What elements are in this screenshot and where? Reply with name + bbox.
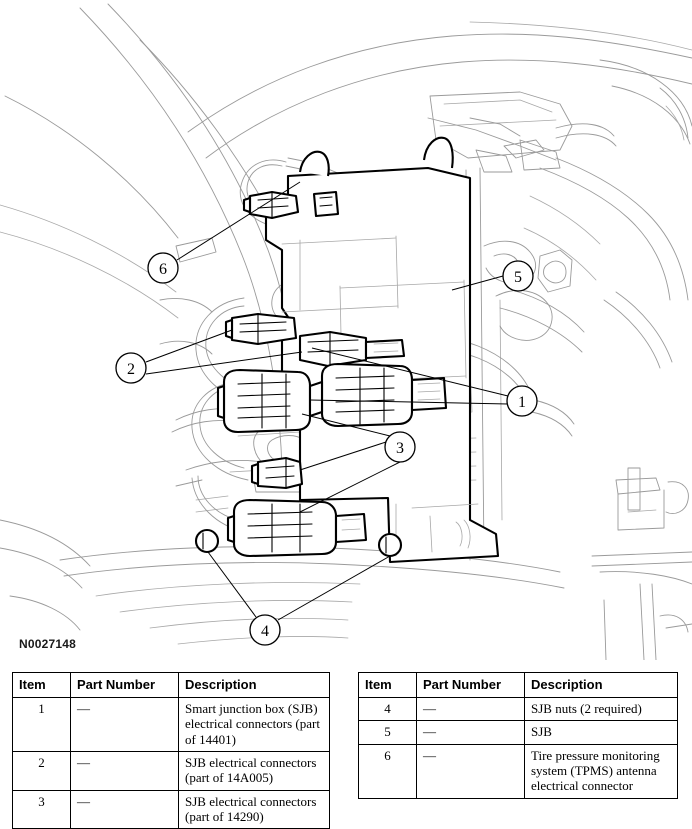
column-header-item: Item xyxy=(359,673,417,698)
callout-6 xyxy=(148,253,178,283)
cell-item: 4 xyxy=(359,698,417,721)
column-header-description: Description xyxy=(179,673,330,698)
column-header-item: Item xyxy=(13,673,71,698)
cell-item: 2 xyxy=(13,751,71,790)
table-row xyxy=(13,790,330,829)
cell-description: SJB xyxy=(525,721,678,744)
cell-item: 5 xyxy=(359,721,417,744)
cell-part-number: — xyxy=(417,744,525,798)
parts-table-left xyxy=(12,672,330,829)
cell-part-number: — xyxy=(71,790,179,829)
table-header-row xyxy=(359,673,678,698)
cell-item: 6 xyxy=(359,744,417,798)
sjb-nut-left xyxy=(196,530,218,552)
figure-id-label: N0027148 xyxy=(19,637,76,651)
cell-item: 3 xyxy=(13,790,71,829)
cell-part-number: — xyxy=(71,698,179,752)
svg-text:4: 4 xyxy=(261,623,269,640)
cell-description: SJB nuts (2 required) xyxy=(525,698,678,721)
cell-description: Smart junction box (SJB) electrical connectors (part of 14401) xyxy=(179,698,330,752)
parts-table-right xyxy=(358,672,678,799)
callout-1 xyxy=(507,386,537,416)
sjb-connector-group-3 xyxy=(252,458,302,488)
callout-4 xyxy=(250,615,280,645)
callout-2 xyxy=(116,353,146,383)
table-row xyxy=(13,751,330,790)
tpms-antenna-connector xyxy=(244,192,298,218)
svg-text:5: 5 xyxy=(514,269,522,286)
table-row xyxy=(359,698,678,721)
cell-part-number: — xyxy=(71,751,179,790)
callout-5 xyxy=(503,261,533,291)
sjb-nut-right xyxy=(379,534,401,556)
svg-text:1: 1 xyxy=(518,394,526,411)
cell-item: 1 xyxy=(13,698,71,752)
column-header-description: Description xyxy=(525,673,678,698)
table-row xyxy=(359,744,678,798)
cell-part-number: — xyxy=(417,721,525,744)
column-header-part-number: Part Number xyxy=(71,673,179,698)
svg-text:3: 3 xyxy=(396,440,404,457)
sjb-top-small-connector xyxy=(314,192,338,216)
svg-text:2: 2 xyxy=(127,361,135,378)
svg-text:6: 6 xyxy=(159,261,167,278)
cell-part-number: — xyxy=(417,698,525,721)
cell-description: SJB electrical connectors (part of 14A005) xyxy=(179,751,330,790)
cell-description: SJB electrical connectors (part of 14290) xyxy=(179,790,330,829)
table-row xyxy=(359,721,678,744)
callout-3 xyxy=(385,432,415,462)
table-row xyxy=(13,698,330,752)
column-header-part-number: Part Number xyxy=(417,673,525,698)
table-header-row xyxy=(13,673,330,698)
cell-description: Tire pressure monitoring system (TPMS) antenna electrical connector xyxy=(525,744,678,798)
